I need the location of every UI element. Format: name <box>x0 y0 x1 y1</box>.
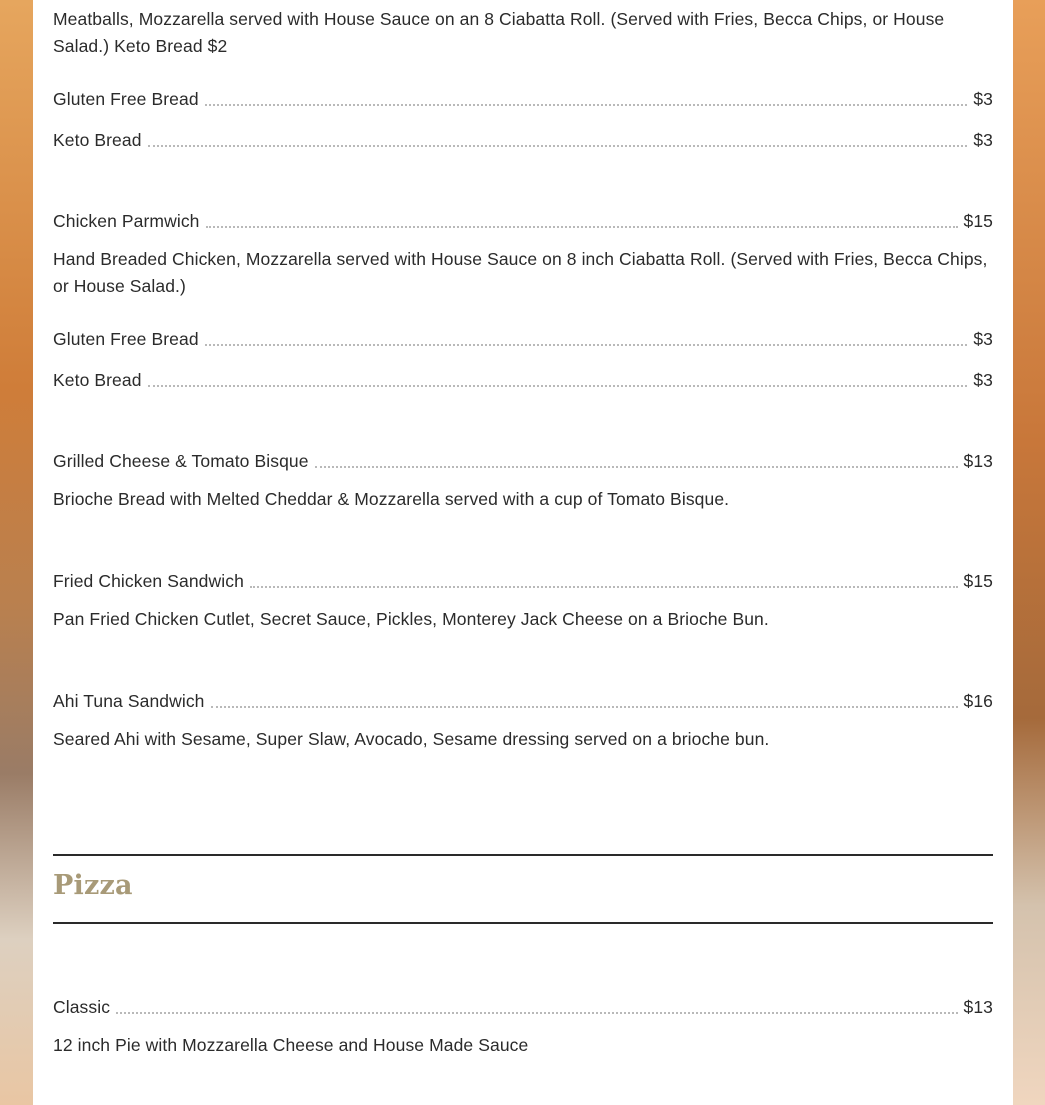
item-price: $15 <box>963 211 993 231</box>
item-name: Grilled Cheese & Tomato Bisque <box>53 451 309 471</box>
item-name: Keto Bread <box>53 130 142 150</box>
item-price: $13 <box>963 997 993 1017</box>
background-right <box>1013 0 1045 1105</box>
item-name: Gluten Free Bread <box>53 329 199 349</box>
section-divider-bottom <box>53 922 993 924</box>
item-name: Fried Chicken Sandwich <box>53 571 244 591</box>
menu-item <box>53 568 993 592</box>
dot-leader <box>315 465 958 468</box>
item-name: Classic <box>53 997 111 1017</box>
item-price: $3 <box>973 130 993 150</box>
item-price: $13 <box>963 451 993 471</box>
item-name: Ahi Tuna Sandwich <box>53 691 205 711</box>
menu-item <box>53 86 993 110</box>
item-price: $15 <box>963 571 993 591</box>
item-price: $3 <box>973 370 993 390</box>
item-description: Brioche Bread with Melted Cheddar & Mozzarella served with a cup of Tomato Bisque. <box>53 489 730 509</box>
section-divider-top <box>53 854 993 856</box>
item-name: Chicken Parmwich <box>53 211 200 231</box>
menu-item <box>53 448 993 472</box>
item-name: Gluten Free Bread <box>53 89 199 109</box>
item-description: Pan Fried Chicken Cutlet, Secret Sauce, Pickles, Monterey Jack Cheese on a Brioche Bun. <box>53 609 769 629</box>
menu-item <box>53 367 993 391</box>
dot-leader <box>205 103 968 106</box>
menu-panel <box>33 0 1013 1105</box>
item-description: Meatballs, Mozzarella served with House Sauce on an 8 Ciabatta Roll. (Served with Fries, Becca Chips, or House Salad.) Keto Bread $2 <box>53 9 945 56</box>
item-description: Seared Ahi with Sesame, Super Slaw, Avocado, Sesame dressing served on a brioche bun. <box>53 729 770 749</box>
dot-leader <box>211 705 958 708</box>
item-name: Keto Bread <box>53 370 142 390</box>
background-left <box>0 0 33 1105</box>
menu-item <box>53 994 993 1018</box>
dot-leader <box>250 585 958 588</box>
dot-leader <box>148 384 968 387</box>
item-price: $16 <box>963 691 993 711</box>
item-price: $3 <box>973 89 993 109</box>
menu-item <box>53 127 993 151</box>
menu-item <box>53 326 993 350</box>
item-description: 12 inch Pie with Mozzarella Cheese and House Made Sauce <box>53 1035 529 1055</box>
dot-leader <box>206 225 958 228</box>
menu-item <box>53 688 993 712</box>
dot-leader <box>116 1011 957 1014</box>
menu-item <box>53 208 993 232</box>
item-price: $3 <box>973 329 993 349</box>
item-description: Hand Breaded Chicken, Mozzarella served with House Sauce on 8 inch Ciabatta Roll. (Served with Fries, Becca Chips, or House Salad.) <box>53 249 988 296</box>
section-title-pizza: Pizza <box>53 870 133 901</box>
dot-leader <box>148 144 968 147</box>
dot-leader <box>205 343 968 346</box>
